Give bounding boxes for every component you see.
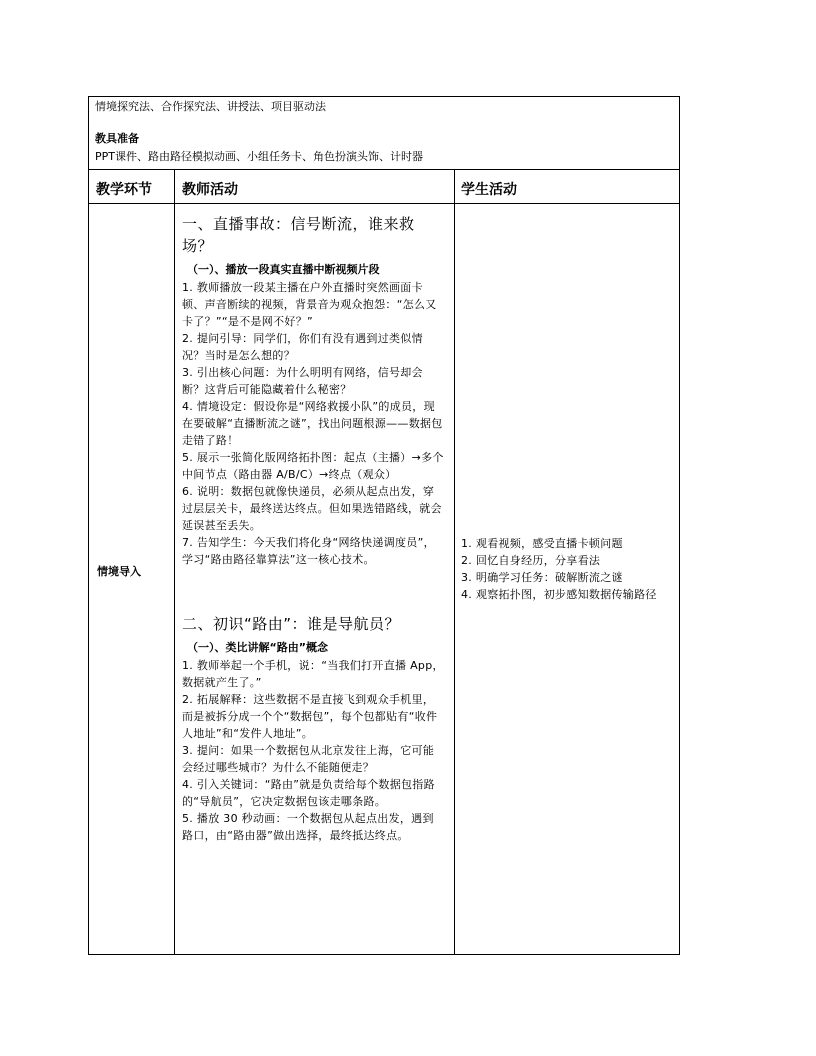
column-divider — [174, 170, 175, 954]
header-row — [89, 170, 679, 204]
header-teacher: 教师活动 — [182, 182, 238, 198]
tools-title: 教具准备 — [95, 132, 139, 145]
teaching-methods: 情境探究法、合作探究法、讲授法、项目驱动法 — [95, 100, 326, 113]
section-1-item: 2. 提问引导：同学们，你们有没有遇到过类似情况？当时是怎么想的？ — [182, 332, 423, 362]
section-2-item: 5. 播放 30 秒动画：一个数据包从起点出发，遇到路口，由“路由器”做出选择，最终抵达终点。 — [182, 812, 434, 842]
section-2-title: 二、初识“路由”：谁是导航员？ — [182, 615, 401, 633]
student-item: 4. 观察拓扑图，初步感知数据传输路径 — [461, 588, 657, 601]
section-2-item: 4. 引入关键词：“路由”就是负责给每个数据包指路的“导航员”，它决定数据包该走哪条路。 — [182, 778, 435, 808]
section-1-item: 3. 引出核心问题：为什么明明有网络，信号却会断？这背后可能隐藏着什么秘密？ — [182, 366, 423, 396]
spacer — [182, 568, 444, 613]
section-2-subtitle: （一）、类比讲解“路由”概念 — [187, 641, 328, 654]
section-2-item: 3. 提问：如果一个数据包从北京发往上海，它可能会经过哪些城市？为什么不能随便走？ — [182, 744, 435, 774]
student-item: 2. 回忆自身经历，分享看法 — [461, 554, 601, 567]
section-1-item: 6. 说明：数据包就像快递员，必须从起点出发，穿过层层关卡，最终送达终点。但如果选错路线，就会延误甚至丢失。 — [182, 485, 442, 532]
student-activities — [461, 535, 673, 603]
student-item: 3. 明确学习任务：破解断流之谜 — [461, 571, 623, 584]
methods-row — [89, 97, 679, 170]
tools-list: PPT课件、路由路径模拟动画、小组任务卡、角色扮演头饰、计时器 — [95, 150, 423, 163]
header-phase: 教学环节 — [96, 182, 152, 198]
header-student: 学生活动 — [461, 182, 517, 198]
lesson-table — [88, 96, 680, 955]
section-2-item: 1. 教师举起一个手机，说：“当我们打开直播 App，数据就产生了。” — [182, 659, 444, 689]
section-1-title: 一、直播事故：信号断流，谁来救场？ — [182, 215, 415, 255]
section-1-item: 4. 情境设定：假设你是“网络救援小队”的成员，现在要破解“直播断流之谜”，找出问题根源——数据包走错了路！ — [182, 400, 443, 447]
phase-label: 情境导入 — [97, 565, 141, 578]
section-2-item: 2. 拓展解释：这些数据不是直接飞到观众手机里，而是被拆分成一个个“数据包”，每个包都贴有“收件人地址”和“发件人地址”。 — [182, 693, 438, 740]
column-divider — [454, 170, 455, 954]
lesson-plan-page — [88, 96, 680, 955]
student-item: 1. 观看视频，感受直播卡顿问题 — [461, 537, 623, 550]
section-1-subtitle: （一）、播放一段真实直播中断视频片段 — [187, 263, 380, 276]
section-1-item: 7. 告知学生：今天我们将化身“网络快递调度员”，学习“路由路径靠算法”这一核心技术。 — [182, 536, 435, 566]
section-1-item: 5. 展示一张简化版网络拓扑图：起点（主播）→多个中间节点（路由器 A/B/C）→终点（观众） — [182, 451, 444, 481]
teacher-activities — [182, 213, 444, 844]
section-1-item: 1. 教师播放一段某主播在户外直播时突然画面卡顿、声音断续的视频，背景音为观众抱怨：“怎么又卡了？”“是不是网不好？” — [182, 281, 437, 328]
